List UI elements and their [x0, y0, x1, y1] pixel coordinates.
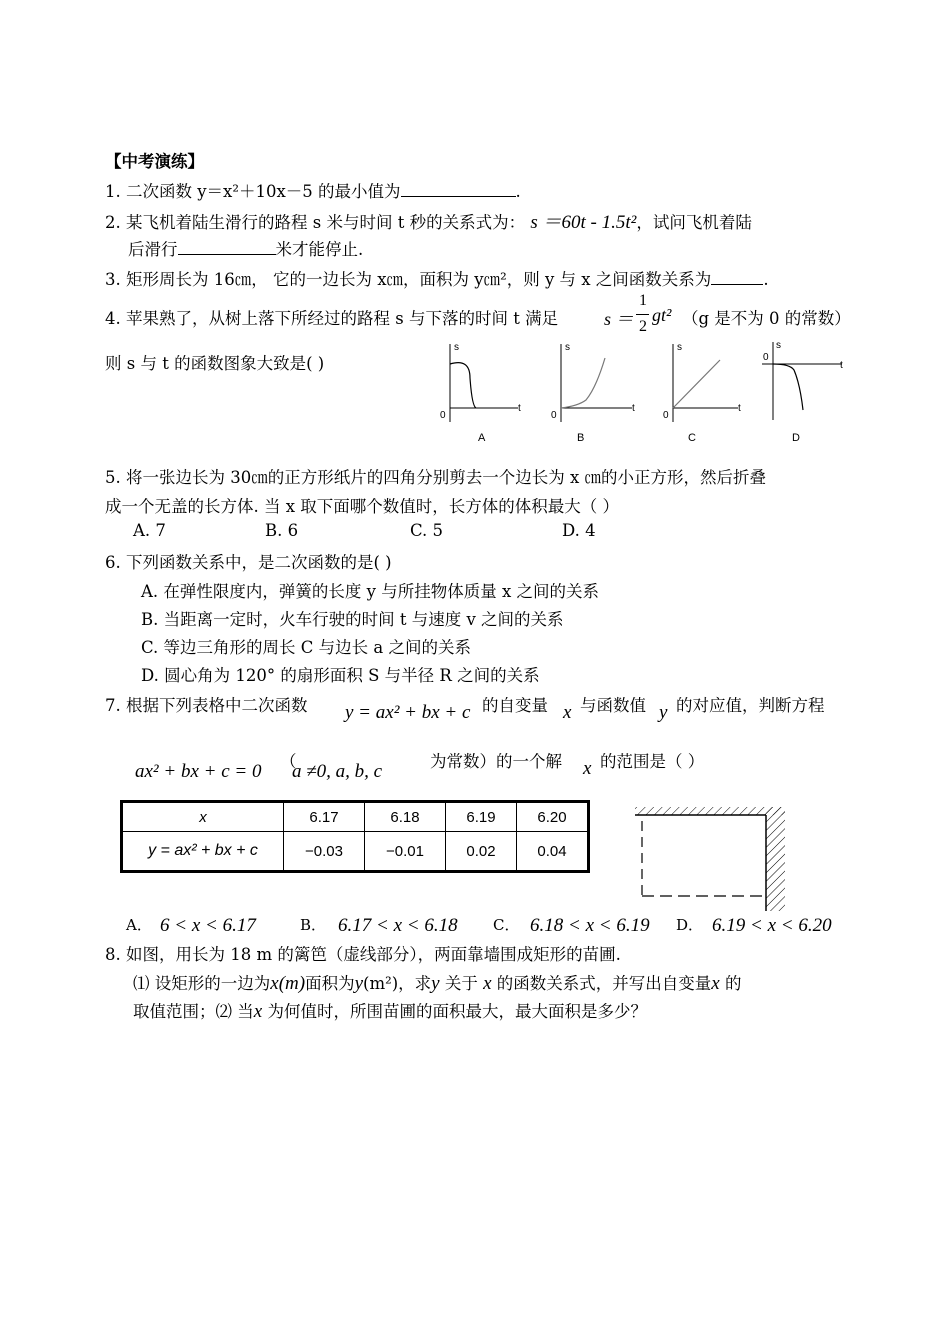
top-wall-hatch [635, 807, 785, 815]
garden-figure [630, 805, 790, 917]
question-7-line2-c: 的范围是（ ） [600, 752, 705, 771]
question-3-text: 3. 矩形周长为 16㎝， 它的一边长为 x㎝，面积为 y㎝²，则 y 与 x 之间函数关系为 [105, 270, 712, 289]
table-cell: 6.20 [517, 802, 589, 832]
question-8-line2-d: 关于 [444, 974, 478, 993]
table-row-x [122, 802, 589, 832]
question-5-option-c: C. 5 [410, 521, 444, 540]
question-4-text-end: （g 是不为 0 的常数） [682, 309, 851, 328]
question-6-option-b: B. 当距离一定时，火车行驶的时间 t 与速度 v 之间的关系 [141, 610, 564, 629]
graph-c-axis-s: s [677, 342, 682, 353]
graph-c-line [673, 360, 720, 408]
question-6-option-c: C. 等边三角形的周长 C 与边长 a 之间的关系 [141, 638, 471, 657]
table-cell: 6.17 [284, 802, 365, 832]
var-x: x [270, 973, 279, 994]
question-8-line2-b: 面积为 [305, 974, 355, 993]
graph-d-origin: 0 [763, 352, 769, 363]
question-7-option-c: 6.18 < x < 6.19 [530, 915, 650, 936]
value-table [120, 800, 590, 873]
graph-d-curve [773, 364, 803, 410]
question-7-var-x: x [563, 702, 572, 723]
question-6-stem: 6. 下列函数关系中，是二次函数的是( ) [105, 553, 392, 572]
question-7-condition: a ≠0, a, b, c [292, 761, 383, 782]
graph-a-axis-s: s [454, 342, 459, 353]
question-7-option-d: 6.19 < x < 6.20 [712, 915, 832, 936]
graph-d-axis-t: t [840, 360, 843, 371]
var-x: x [483, 973, 492, 994]
right-wall-hatch [766, 807, 785, 911]
table-cell: 6.19 [446, 802, 517, 832]
question-4-line1 [105, 305, 558, 329]
question-5-option-b: B. 6 [265, 521, 299, 540]
question-7-line1-d: 的对应值，判断方程 [676, 696, 825, 715]
question-3 [105, 266, 769, 290]
question-7-line1-a: 7. 根据下列表格中二次函数 [105, 696, 308, 715]
var-x: x [253, 1001, 263, 1022]
question-6-option-a: A. 在弹性限度内，弹簧的长度 y 与所挂物体质量 x 之间的关系 [141, 582, 600, 601]
graph-a [440, 342, 521, 444]
question-4-text: 4. 苹果熟了，从树上落下所经过的路程 s 与下落的时间 t 满足 [105, 309, 559, 328]
graph-d-axis-s: s [776, 340, 781, 351]
question-5-option-d: D. 4 [562, 521, 596, 540]
question-7-option-b: 6.17 < x < 6.18 [338, 915, 458, 936]
answer-graphs [430, 338, 860, 450]
table-header-y: y = ax² + bx + c [122, 832, 284, 872]
question-5-option-a: A. 7 [133, 521, 166, 540]
question-7-option-c-label: C． [493, 916, 520, 934]
question-2-line2 [128, 236, 363, 260]
graph-a-axis-t: t [518, 403, 521, 414]
question-5-line1: 5. 将一张边长为 30㎝的正方形纸片的四角分别剪去一个边长为 x ㎝的小正方形，然后折叠 [105, 468, 767, 487]
question-7-line2-a: （ [280, 752, 297, 771]
question-5-line2: 成一个无盖的长方体. 当 x 取下面哪个数值时，长方体的体积最大（ ） [105, 497, 620, 516]
var-y: y [354, 973, 364, 994]
question-1-text: 1. 二次函数 y＝x²＋10x－5 的最小值为 [105, 182, 401, 201]
graph-a-origin: 0 [440, 410, 446, 421]
table-row-y [122, 832, 589, 872]
table-cell: 0.04 [517, 832, 589, 872]
table-cell: −0.01 [365, 832, 446, 872]
question-7-var-x2: x [583, 758, 592, 779]
var-y: y [431, 973, 440, 994]
graph-c-axis-t: t [738, 403, 741, 414]
question-6-option-d: D. 圆心角为 120° 的扇形面积 S 与半径 R 之间的关系 [141, 666, 540, 685]
graph-a-label: A [478, 432, 486, 444]
var-x: x [711, 973, 720, 994]
answer-blank [401, 180, 516, 197]
fraction-numerator: 1 [639, 292, 647, 309]
question-4-formula [604, 305, 634, 331]
graph-b-origin: 0 [551, 410, 557, 421]
fraction-bar [636, 314, 649, 315]
question-8-line2-c: (m²)，求 [363, 974, 432, 993]
graph-c [663, 342, 741, 444]
graph-b-label: B [577, 432, 585, 444]
formula-lhs: s ＝ [604, 309, 634, 329]
question-2-line2-end: 米才能停止. [275, 240, 364, 259]
graph-d [762, 340, 843, 444]
answer-blank [178, 238, 276, 255]
question-3-end: . [763, 270, 769, 289]
table-cell: −0.03 [284, 832, 365, 872]
table-cell: 0.02 [446, 832, 517, 872]
question-7-line1-c: 与函数值 [580, 696, 646, 715]
graph-b-curve [561, 358, 605, 408]
question-1 [105, 178, 521, 202]
question-7-option-a-label: A． [126, 916, 152, 934]
table-cell: 6.18 [365, 802, 446, 832]
question-8-line3-b: 为何值时，所围苗圃的面积最大，最大面积是多少？ [267, 1002, 647, 1021]
question-8-line2-a: ⑴ 设矩形的一边为 [133, 974, 271, 993]
question-1-end: . [515, 182, 521, 201]
graph-b-axis-t: t [632, 403, 635, 414]
graph-c-origin: 0 [663, 410, 669, 421]
question-8-line2-e: 的函数关系式，并写出自变量 [496, 974, 712, 993]
formula-rhs: gt² [652, 305, 672, 325]
question-7-option-a: 6 < x < 6.17 [160, 915, 256, 936]
table-header-x: x [122, 802, 284, 832]
question-4-line2: 则 s 与 t 的函数图象大致是( ) [105, 354, 325, 373]
section-heading: 【中考演练】 [105, 152, 204, 171]
answer-blank [711, 268, 763, 285]
question-7-var-y: y [659, 702, 668, 723]
graph-b [551, 342, 635, 444]
question-7-option-b-label: B． [300, 916, 327, 934]
question-8-line2 [133, 970, 741, 995]
question-8-line2-f: 的 [724, 974, 742, 993]
fraction-denominator: 2 [639, 318, 647, 335]
question-7-option-d-label: D． [676, 916, 704, 934]
question-7-line1-b: 的自变量 [482, 696, 548, 715]
question-2-text-end: ，试问飞机着陆 [636, 213, 752, 232]
graph-a-curve [450, 363, 476, 408]
question-7-line2-b: 为常数）的一个解 [430, 752, 562, 771]
question-7-formula2: ax² + bx + c = 0 [135, 761, 262, 782]
question-2-line2-start: 后滑行 [128, 240, 178, 259]
graph-d-label: D [792, 432, 800, 444]
question-8-line3 [133, 998, 647, 1023]
question-7-formula1: y = ax² + bx + c [345, 702, 471, 723]
graph-c-label: C [688, 432, 696, 444]
graph-b-axis-s: s [565, 342, 570, 353]
question-8-line3-a: 取值范围；⑵ 当 [133, 1002, 254, 1021]
question-2-line1 [105, 207, 752, 234]
unit-m: (m) [278, 973, 306, 994]
question-2-formula: s ＝60t - 1.5t² [530, 212, 637, 233]
question-8-line1: 8. 如图，用长为 18 m 的篱笆（虚线部分），两面靠墙围成矩形的苗圃. [105, 945, 621, 964]
question-2-text: 2. 某飞机着陆生滑行的路程 s 米与时间 t 秒的关系式为： [105, 213, 526, 232]
